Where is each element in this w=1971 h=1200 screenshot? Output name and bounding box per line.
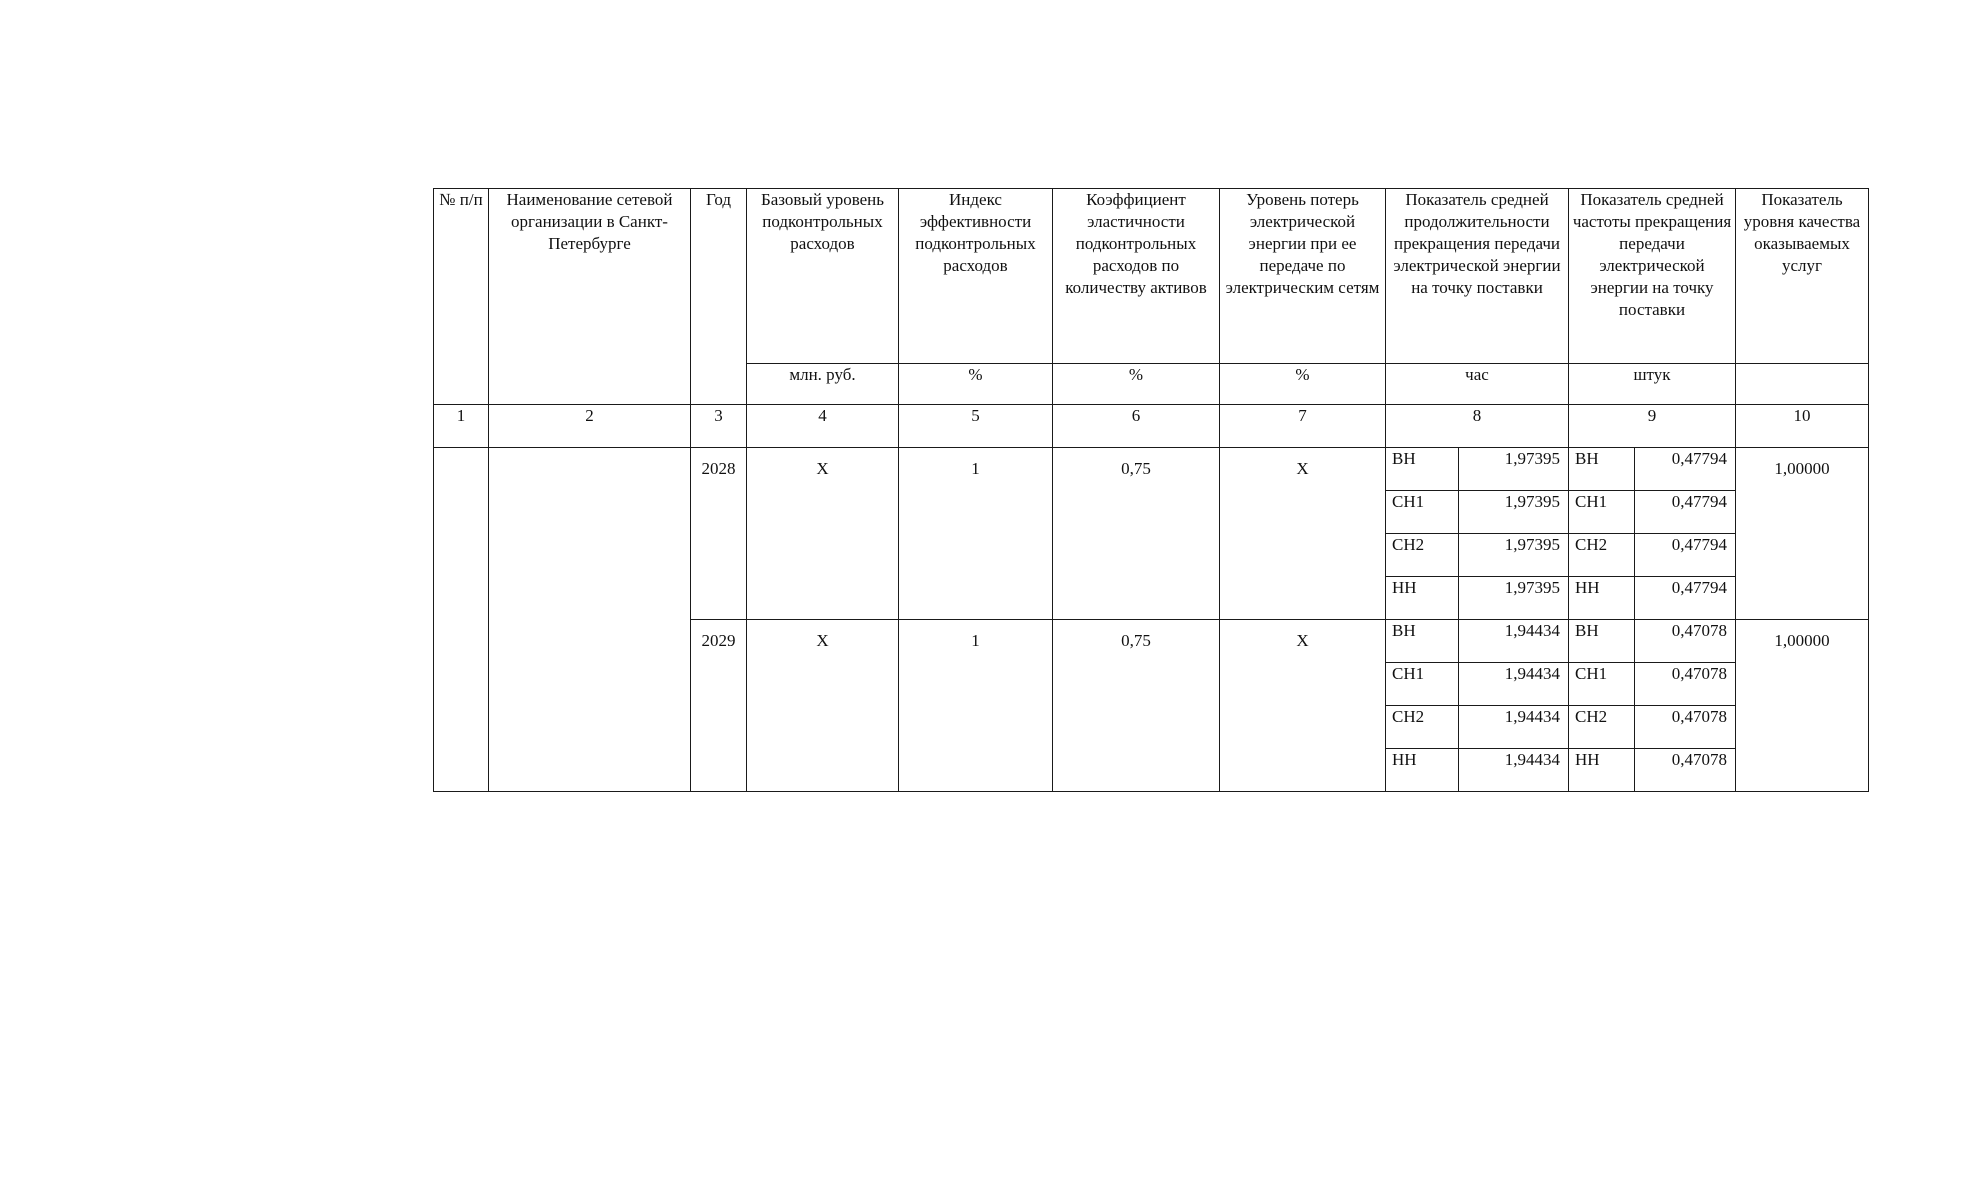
header-row xyxy=(434,189,1869,364)
duration-value: 1,97395 xyxy=(1459,577,1569,620)
voltage-level-label: ВН xyxy=(1569,620,1635,663)
duration-value: 1,94434 xyxy=(1459,706,1569,749)
column-number: 6 xyxy=(1053,405,1220,448)
table-row xyxy=(434,448,1869,491)
duration-value: 1,94434 xyxy=(1459,620,1569,663)
voltage-level-label: ВН xyxy=(1386,448,1459,491)
column-number: 1 xyxy=(434,405,489,448)
elasticity-cell: 0,75 xyxy=(1053,448,1220,620)
elasticity-cell: 0,75 xyxy=(1053,620,1220,792)
year-cell: 2029 xyxy=(691,620,747,792)
base-level-cell: X xyxy=(747,448,899,620)
year-cell: 2028 xyxy=(691,448,747,620)
base-level-cell: X xyxy=(747,620,899,792)
header-interruption-duration: Показатель средней продолжительности прекращения передачи электрической энергии на точку поставки xyxy=(1386,189,1569,364)
voltage-level-label: НН xyxy=(1386,749,1459,792)
voltage-level-label: НН xyxy=(1569,577,1635,620)
duration-value: 1,94434 xyxy=(1459,749,1569,792)
voltage-level-label: СН1 xyxy=(1386,663,1459,706)
duration-value: 1,97395 xyxy=(1459,534,1569,577)
header-elasticity: Коэффициент эластичности подконтрольных расходов по количеству активов xyxy=(1053,189,1220,364)
column-number: 10 xyxy=(1736,405,1869,448)
voltage-level-label: СН2 xyxy=(1386,706,1459,749)
voltage-level-label: СН1 xyxy=(1386,491,1459,534)
duration-value: 1,97395 xyxy=(1459,448,1569,491)
frequency-value: 0,47794 xyxy=(1635,491,1736,534)
unit-duration: час xyxy=(1386,364,1569,405)
quality-cell: 1,00000 xyxy=(1736,448,1869,620)
unit-frequency: штук xyxy=(1569,364,1736,405)
frequency-value: 0,47794 xyxy=(1635,534,1736,577)
row-number-cell xyxy=(434,448,489,792)
column-number: 3 xyxy=(691,405,747,448)
organization-name-cell xyxy=(489,448,691,792)
frequency-value: 0,47078 xyxy=(1635,620,1736,663)
unit-elasticity: % xyxy=(1053,364,1220,405)
voltage-level-label: СН2 xyxy=(1569,534,1635,577)
voltage-level-label: НН xyxy=(1386,577,1459,620)
header-organization-name: Наименование сетевой организации в Санкт-Петербурге xyxy=(489,189,691,405)
column-number-row xyxy=(434,405,1869,448)
frequency-value: 0,47078 xyxy=(1635,749,1736,792)
unit-quality xyxy=(1736,364,1869,405)
frequency-value: 0,47078 xyxy=(1635,706,1736,749)
column-number: 5 xyxy=(899,405,1053,448)
column-number: 7 xyxy=(1220,405,1386,448)
unit-base-level: млн. руб. xyxy=(747,364,899,405)
header-number: № п/п xyxy=(434,189,489,405)
voltage-level-label: СН1 xyxy=(1569,663,1635,706)
tariff-parameters-table xyxy=(433,188,1869,792)
voltage-level-label: СН2 xyxy=(1386,534,1459,577)
voltage-level-label: ВН xyxy=(1569,448,1635,491)
efficiency-index-cell: 1 xyxy=(899,620,1053,792)
voltage-level-label: ВН xyxy=(1386,620,1459,663)
voltage-level-label: СН1 xyxy=(1569,491,1635,534)
duration-value: 1,94434 xyxy=(1459,663,1569,706)
unit-efficiency-index: % xyxy=(899,364,1053,405)
voltage-level-label: НН xyxy=(1569,749,1635,792)
frequency-value: 0,47794 xyxy=(1635,577,1736,620)
header-losses: Уровень потерь электрической энергии при ее передаче по электрическим сетям xyxy=(1220,189,1386,364)
column-number: 8 xyxy=(1386,405,1569,448)
voltage-level-label: СН2 xyxy=(1569,706,1635,749)
header-service-quality: Показатель уровня качества оказываемых услуг xyxy=(1736,189,1869,364)
losses-cell: X xyxy=(1220,448,1386,620)
frequency-value: 0,47794 xyxy=(1635,448,1736,491)
header-base-level: Базовый уровень подконтрольных расходов xyxy=(747,189,899,364)
unit-losses: % xyxy=(1220,364,1386,405)
quality-cell: 1,00000 xyxy=(1736,620,1869,792)
duration-value: 1,97395 xyxy=(1459,491,1569,534)
losses-cell: X xyxy=(1220,620,1386,792)
header-interruption-frequency: Показатель средней частоты прекращения передачи электрической энергии на точку поставки xyxy=(1569,189,1736,364)
column-number: 4 xyxy=(747,405,899,448)
frequency-value: 0,47078 xyxy=(1635,663,1736,706)
column-number: 9 xyxy=(1569,405,1736,448)
column-number: 2 xyxy=(489,405,691,448)
header-year: Год xyxy=(691,189,747,405)
header-efficiency-index: Индекс эффективности подконтрольных расходов xyxy=(899,189,1053,364)
efficiency-index-cell: 1 xyxy=(899,448,1053,620)
